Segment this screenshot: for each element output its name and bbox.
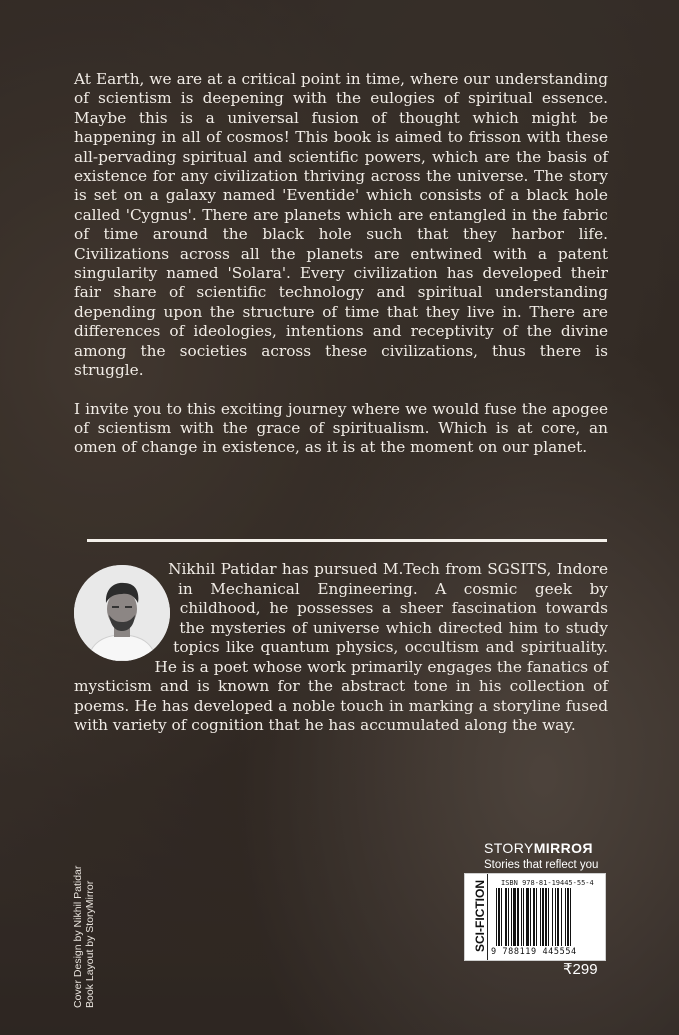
publisher-logo (484, 840, 598, 871)
isbn-separator (487, 874, 488, 960)
barcode-bar (533, 888, 535, 946)
barcode-bar (552, 888, 553, 946)
brand-story: STORY (484, 840, 534, 856)
author-bio: Nikhil Patidar has pursued M.Tech from SGSITS, Indore in Mechanical Engineering. A cosmic geek by childhood, he possesses a sheer fascination towards the mysteries of universe which directed him to study topics like quantum physics, occultism and spirituality. He is a poet whose work primarily engages the fanatics of mysticism and is known for the abstract tone in his collection of poems. He has developed a noble touch in marking a storyline fused with variety of cognition that he has accumulated along the way. (74, 560, 608, 734)
barcode-bar (555, 888, 556, 946)
isbn-label: ISBN 978-81-19445-55-4 (501, 879, 594, 887)
barcode-bar (508, 888, 509, 946)
blurb (74, 70, 608, 458)
brand-reversed-r: R (582, 840, 593, 856)
barcode-bar (530, 888, 531, 946)
barcode-bar (540, 888, 541, 946)
barcode-digits: 9 788119 445554 (491, 947, 577, 957)
isbn-barcode-box (464, 873, 606, 961)
barcode-bar (542, 888, 544, 946)
barcode-bar (496, 888, 497, 946)
barcode-bar (521, 888, 522, 946)
genre-label: SCI-FICTION (473, 880, 487, 952)
barcode-bar (545, 888, 547, 946)
barcode-bar (567, 888, 569, 946)
barcode-bar (570, 888, 571, 946)
barcode-bar (505, 888, 507, 946)
author-photo (74, 565, 170, 661)
price: ₹299 (563, 961, 598, 978)
barcode-bar (501, 888, 502, 946)
barcode-icon (495, 888, 599, 946)
barcode-bar (557, 888, 559, 946)
barcode-bar (523, 888, 524, 946)
publisher-tagline: Stories that reflect you (484, 859, 599, 871)
barcode-bar (526, 888, 529, 946)
barcode-bar (561, 888, 562, 946)
barcode-bar (536, 888, 537, 946)
barcode-bar (517, 888, 519, 946)
barcode-bar (511, 888, 512, 946)
author-portrait-icon (74, 565, 170, 661)
barcode-bar (565, 888, 566, 946)
blurb-paragraph-2: I invite you to this exciting journey where we would fuse the apogee of scientism with the grace of spiritualism. Which is at core, an omen of change in existence, as it is at the moment on our planet. (74, 399, 608, 457)
barcode-bar (548, 888, 549, 946)
barcode-bar (513, 888, 516, 946)
blurb-paragraph-1: At Earth, we are at a critical point in time, where our understanding of scientism is deepening with the eulogies of spiritual essence. Maybe this is a universal fusion of thought which might be happening in all of cosmos! This book is aimed to frisson with these all-pervading spiritual and scientific powers, which are the basis of existence for any civilization thriving across the universe. The story is set on a galaxy named 'Eventide' which consists of a black hole called 'Cygnus'. There are planets which are entangled in the fabric of time around the black hole such that they harbor life. Civilizations across all the planets are entwined with a patent singularity named 'Solara'. Every civilization has developed their fair share of scientific technology and spiritual understanding depending upon the structure of time that they live in. There are differences of ideologies, intentions and receptivity of the divine among the societies across these civilizations, thus there is struggle. (74, 70, 608, 380)
cover-design-credit: Cover Design by Nikhil Patidar (72, 865, 84, 1008)
barcode-bar (498, 888, 500, 946)
credits (72, 808, 96, 1008)
brand-mirro: MIRRO (533, 840, 583, 856)
divider (87, 539, 607, 542)
publisher-brand (484, 840, 598, 856)
book-layout-credit: Book Layout by StoryMirror (84, 880, 96, 1008)
author-section (74, 560, 608, 736)
